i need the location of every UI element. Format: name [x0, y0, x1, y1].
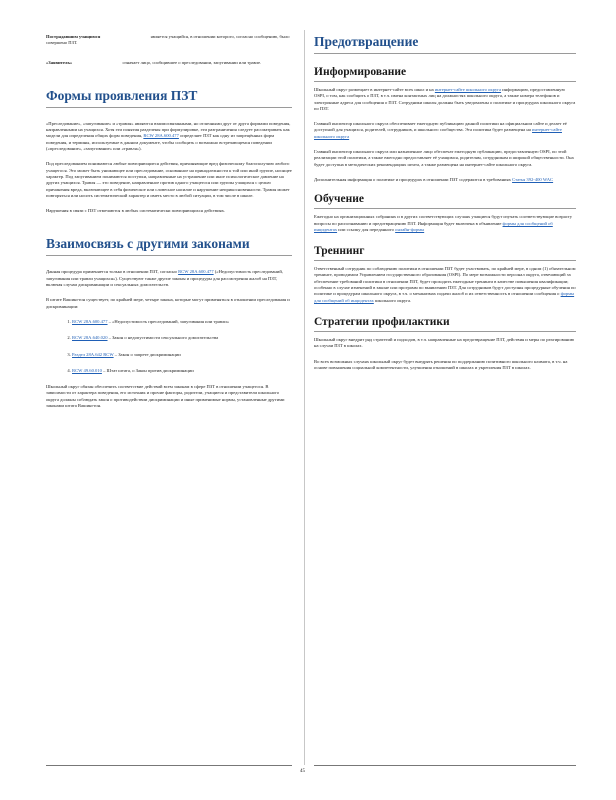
strategy-heading: Стратегии профилактики: [314, 315, 450, 328]
law-link[interactable]: RCW 28A.600.477: [72, 318, 108, 324]
relation-heading: Взаимосвязь с другими законами: [46, 236, 250, 252]
inform-paragraph-1: [314, 87, 576, 112]
relation-rcw-link[interactable]: RCW 28A.600.477: [178, 269, 214, 275]
inform-p1-tail: информацию, предоставленную OSPI, о том, как сообщить о ПЗТ, в т.ч. имена контактных лиц на должностях школьного округа, а также номера телефонов и электронные адреса для сообщения о ПЗТ. Сотрудники школы должны быть уведомлены о политике и процедурах школьного округа по ПЗТ.: [314, 87, 576, 111]
law-item: [72, 319, 292, 325]
training-heading: Обучение: [314, 193, 364, 206]
law-link[interactable]: RCW 28A.640.020: [72, 335, 108, 341]
forms-rcw-link[interactable]: RCW 28A.600.477: [143, 133, 179, 139]
law-text: – Штат штата, о Закон против дискриминации: [103, 367, 194, 373]
training-paragraph-1: [314, 214, 576, 233]
forms-paragraph-2: Под преследованием понимаются любые повторяющиеся действия, причиняющие вред физическому благополучию любого учащегося. Это может быть унижающее или преследование, основанное на принадлежности к той или иной группе, носящее характер. Под запугиванием понимаются поступки, направленные на устрашение или иное психологическое давление на других учащихся. Травля — это поведение, направленное против одного учащегося или группы учащихся с целью причинения вреда, включающее в себя физическое или словесное насилие и нарушение неприкосновенности. Травля может повторяться или носить систематический характер и иметь место в любой ситуации, в том числе в школе.: [46, 161, 292, 198]
prevention-heading-rule: [314, 53, 576, 54]
relation-paragraph-1: [46, 269, 292, 288]
inform-paragraph-4: [314, 177, 576, 183]
threnning-p1-text: Ответственный сотрудник по соблюдению политики в отношении ПЗТ будет участвовать, по крайней мере, в одном (1) обязательном тренинге, проводимом Управлением государственного образования (OSPI). По мере возможности персонал округа, отвечающий за обеспечение требований политики в отношении ПЗТ, будет проходить ежегодные тренинги в качестве повышения квалификации; особенно в случае изменений в законе или программ по выявлению ПЗТ. Для сотрудников будут доступны процедурные обучения по политике и процедурам школьного округа, в т.ч. о механизмах подачи жалоб и их ответственность в отношении сообщения о: [314, 266, 576, 297]
relation-heading-rule: [46, 255, 292, 256]
forms-heading: Формы проявления ПЗТ: [46, 87, 198, 103]
forms-p1-tail: определяет ПЗТ как одну из запрещённых форм поведения, и термины, используемые в данном документе, чтобы сообщить о возможно встречающемся поведении («преследование», «запугивание» или «травля»).: [46, 133, 275, 152]
forms-heading-rule: [46, 107, 292, 108]
strategy-paragraph-1: Школьный округ внедрит ряд стратегий и подходов, в т.ч. направленные на предотвращение ПЗТ, действия и меры по реагированию на случаи ПЗТ в школах.: [314, 336, 575, 349]
inform-p4-text: Дополнительная информация о политике и процедурах в отношении ПЗТ содержится в требованиях: [314, 176, 511, 182]
reporter-text: означает лицо, сообщившее о преследовании, запугивании или травле.: [122, 59, 262, 65]
victims-text: является учащийся, в отношении которого, согласно сообщению, было совершено ПЗТ.: [46, 34, 290, 46]
threnning-paragraph-1: [314, 266, 576, 304]
laws-list: [46, 319, 292, 374]
victims-definition: [46, 34, 292, 47]
district-site-link[interactable]: интернет-сайте школьного округа: [434, 87, 502, 92]
left-column: [46, 34, 292, 409]
relation-p1-tail: («Недопустимость преследований, запугивания или травли учащихся»). Существуют также другие законы и процедуры для рассмотрения жалоб на ПЗТ, включая случаи дискриминации и сексуальных домогательств.: [46, 269, 283, 288]
victims-term: Пострадавшим учащимся: [46, 34, 101, 39]
page-number: 45: [300, 769, 305, 774]
wac-link[interactable]: Статья 392-400 WAC: [512, 176, 554, 182]
law-link[interactable]: Раздел 28A.642 RCW: [72, 351, 114, 357]
reporter-definition: [46, 60, 292, 66]
incident-form-link-2[interactable]: формы для сообщений об инцидентах: [314, 291, 575, 303]
training-p1-mid: или ссылку для переданного: [338, 226, 394, 232]
strategy-heading-rule: [314, 331, 576, 332]
training-p1-text: Ежегодно на организационных собраниях и в других соответствующих случаях учащиеся будут изучать соответствующие возрасту вопросы по распознаванию и предотвращению ПЗТ. Информация будет включена в объявление: [314, 214, 573, 226]
law-item: [72, 352, 292, 358]
reporter-term: «Заявитель»: [46, 59, 73, 65]
law-item: [72, 368, 292, 374]
training-heading-rule: [314, 208, 576, 209]
footer-rule-left: [46, 765, 292, 766]
law-text: – Закон о недопустимости сексуального домогательства: [108, 335, 219, 341]
online-form-link[interactable]: онлайн-формы: [395, 226, 425, 232]
inform-paragraph-3: Главный инспектор школьного округа или назначенное лицо обеспечат ежегодную публикацию, предоставленную OSPI, по этой реализации этой политики, а также ежегодно предоставляет её учащимся, родителям, сотрудникам и широкой общественности. Она будет доступна в методических рекомендациях штата, а также размещена на интернет-сайте школьного округа.: [314, 149, 574, 167]
law-item: [72, 335, 292, 341]
threnning-p1-tail: школьного округа.: [374, 297, 412, 303]
prevention-heading: Предотвращение: [314, 34, 419, 49]
district-site-link-2[interactable]: интернет-сайте школьного округа: [314, 127, 562, 139]
right-column: [314, 34, 576, 371]
law-text: – Закон о запрете дискриминации: [114, 351, 181, 357]
relation-paragraph-3: Школьный округ обязан обеспечить соответствие действий всем законам в сфере ПЗТ в отношении учащегося. В зависимости от характера поведения, его источник и прочие факторы, родители, учащиеся и представители школьного округа должны соблюдать закон о противодействии дискриминации и иные применимые нормы, установленные другими законами штата Вашингтон.: [46, 384, 285, 409]
inform-heading: Информирование: [314, 66, 407, 78]
relation-paragraph-2: В штате Вашингтон существует, по крайней мере, четыре закона, которые могут применяться в отношении преследования и дискриминации:: [46, 297, 290, 309]
relation-p1-text: Данная процедура применяется только в отношении ПЗТ, согласно: [46, 269, 177, 275]
law-text: – «Недопустимость преследований, запугивания или травли»: [108, 318, 230, 324]
forms-p1-text: «Преследование», «запугивание» и «травля» являются взаимосвязанными, но отличными друг от друга формами поведения, направленными на учащихся. Хотя эти понятия разделены при формулировке, эти разграничения следует рассматривать как модели для определения общих форм поведения,: [46, 120, 291, 139]
forms-paragraph-1: [46, 121, 292, 152]
inform-p2-text: Главный инспектор школьного округа обеспечивает ежегодную публикацию данной политики на официальном сайте и делает её доступной для учащихся, родителей, сотрудников, и школьного сообщества. Эта политика будет размещена на: [314, 121, 567, 133]
inform-heading-rule: [314, 81, 576, 82]
incident-form-link[interactable]: формы для сообщений об инцидентах: [314, 220, 553, 232]
forms-paragraph-3: Нарушения в связи с ПЗТ отмечаются в любых систематически повторяющихся действиях.: [46, 208, 226, 214]
footer-rule-right: [314, 765, 576, 766]
threnning-heading-rule: [314, 260, 576, 261]
law-link[interactable]: RCW 49.60.010: [72, 367, 102, 373]
inform-p1-text: Школьный округ размещает в интернет-сайте всех школ и на: [314, 87, 434, 92]
inform-paragraph-2: [314, 121, 576, 140]
threnning-heading: Треннинг: [314, 245, 365, 258]
strategy-paragraph-2: Во всех возможных случаях школьный округ будет внедрять решения по поддержанию позитивного школьного климата, в т.ч. на основе повышения социальной компетентности, улучшения отношений в школах и укрепления ПЗТ в школах.: [314, 358, 568, 370]
column-divider: [304, 30, 305, 765]
